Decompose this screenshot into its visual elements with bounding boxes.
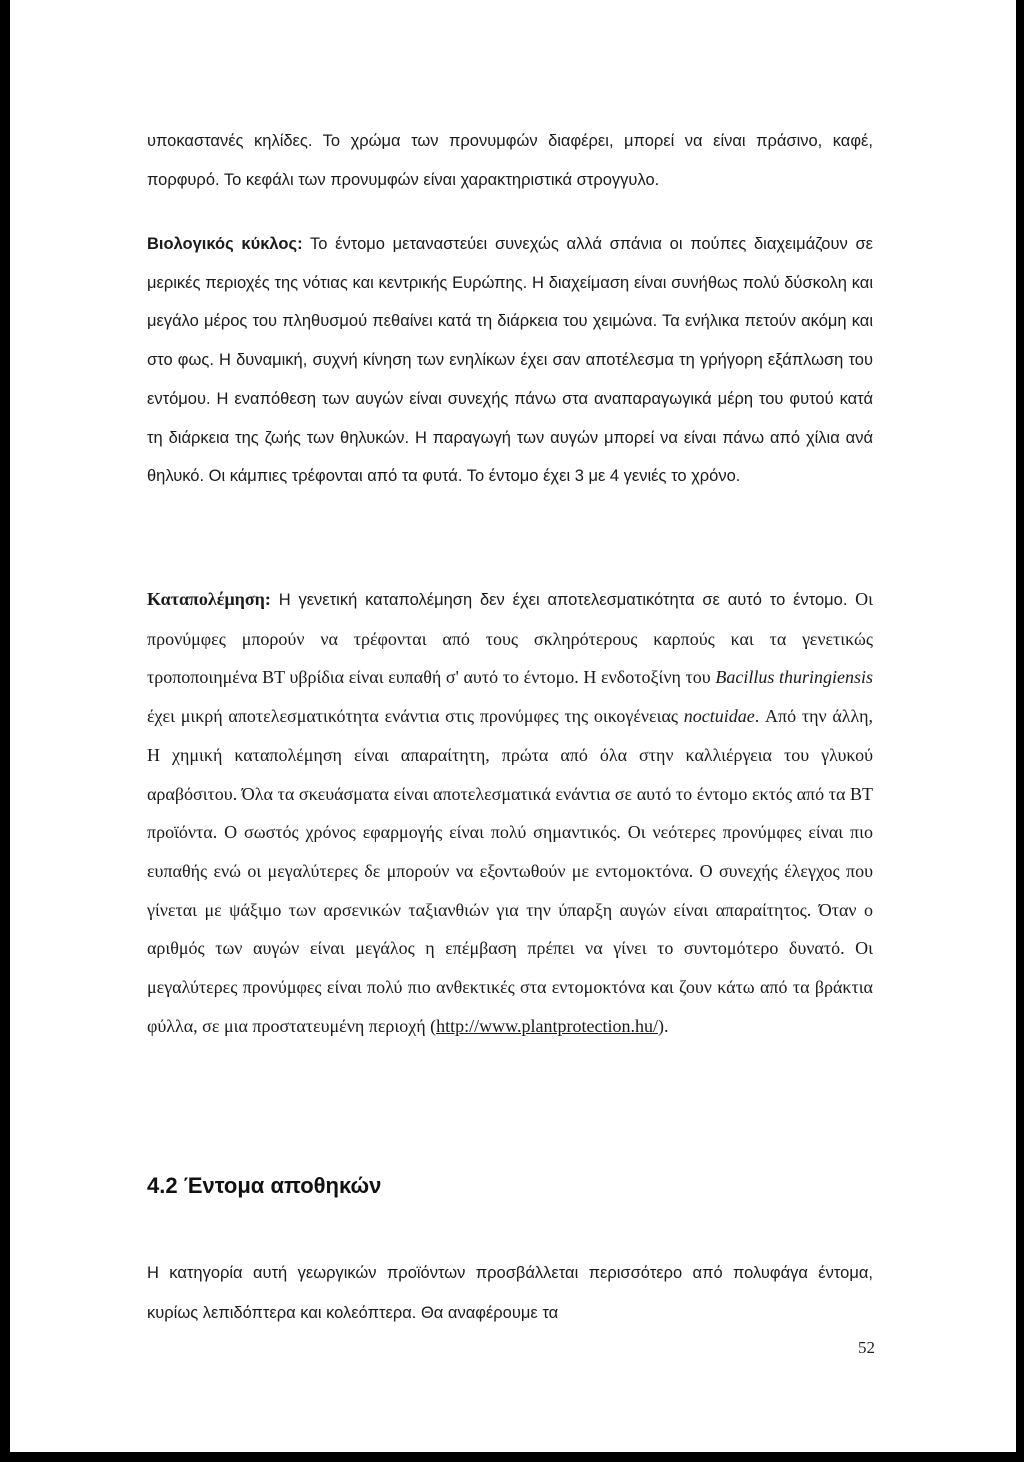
paragraph-text: Οι προνύμφες μπορούν να τρέφονται από τους σκληρότερους καρπούς και τα γενετικώς τροποποιημένα BT υβρίδια είναι ευπαθή σ' αυτό το έντομο. Η ενδοτοξίνη του [147,589,874,688]
paragraph-text: ). [657,1015,669,1036]
paragraph-text: έχει μικρή αποτελεσματικότητα ενάντια στις προνύμφες της οικογένειας [147,706,684,727]
species-name-bacillus: Bacillus thuringiensis [715,667,874,688]
family-name-noctuidae: noctuidae [683,706,755,727]
section-term-life-cycle: Βιολογικός κύκλος: [147,235,303,253]
page-number: 52 [858,1338,875,1357]
paragraph-text: υποκαστανές κηλίδες. Το χρώμα των προνυμφών διαφέρει, μπορεί να είναι πράσινο, καφέ, πορφυρό. Το κεφάλι των προνυμφών είναι χαρακτηριστικά στρογγυλο. [147,132,873,189]
paragraph-storage-insects [147,1253,873,1333]
plantprotection-link[interactable]: http://www.plantprotection.hu/ [436,1015,658,1036]
section-term-control: Καταπολέμηση: [147,589,271,609]
paragraph-text: Το έντομο μεταναστεύει συνεχώς αλλά σπάνια οι πούπες διαχειμάζουν σε μερικές περιοχές της νότιας και κεντρικής Ευρώπης. Η διαχείμαση είναι συνήθως πολύ δύσκολη και μεγάλο μέρος του πληθυσμού πεθαίνει κατά τη διάρκεια του χειμώνα. Τα ενήλικα πετούν ακόμη και στο φως. Η δυναμική, συχνή κίνηση των ενηλίκων έχει σαν αποτέλεσμα τη γρήγορη εξάπλωση του εντόμου. Η εναπόθεση των αυγών είναι συνεχής πάνω στα αναπαραγωγικά μέρη του φυτού κατά τη διάρκεια της ζωής των θηλυκών. Η παραγωγή των αυγών μπορεί να είναι πάνω από χίλια ανά θηλυκό. Οι κάμπιες τρέφονται από τα φυτά. Το έντομο έχει 3 με 4 γενιές το χρόνο. [147,235,873,486]
document-page [10,0,1016,1452]
paragraph-larvae-description [147,122,873,200]
paragraph-text: Η γενετική καταπολέμηση δεν έχει αποτελεσματικότητα σε αυτό το έντομο. [270,591,848,609]
paragraph-control [147,580,873,1045]
paragraph-text: Η κατηγορία αυτή γεωργικών προϊόντων προσβάλλεται περισσότερο από πολυφάγα έντομα, κυρίως λεπιδόπτερα και κολεόπτερα. Θα αναφέρουμε τα [147,1264,873,1322]
paragraph-life-cycle [147,225,873,496]
paragraph-text: . Από την άλλη, Η χημική καταπολέμηση είναι απαραίτητη, πρώτα από όλα στην καλλιέργεια του γλυκού αραβόσιτου. Όλα τα σκευάσματα είναι αποτελεσματικά ενάντια σε αυτό το έντομο εκτός από τα BT προϊόντα. Ο σωστός χρόνος εφαρμογής είναι πολύ σημαντικός. Οι νεότερες προνύμφες είναι πιο ευπαθής ενώ οι μεγαλύτερες δε μπορούν να εξοντωθούν με εντομοκτόνα. Ο συνεχής έλεγχος που γίνεται με ψάξιμο των αρσενικών ταξιανθιών για την ύπαρξη αυγών είναι απαραίτητος. Όταν ο αριθμός των αυγών είναι μεγάλος η επέμβαση πρέπει να γίνει το συντομότερο δυνατό. Οι μεγαλύτερες προνύμφες είναι πολύ πιο ανθεκτικές στα εντομοκτόνα και ζουν κάτω από τα βράκτια φύλλα, σε μια προστατευμένη περιοχή ( [147,706,874,1036]
section-heading: 4.2 Έντομα αποθηκών [147,1173,382,1198]
